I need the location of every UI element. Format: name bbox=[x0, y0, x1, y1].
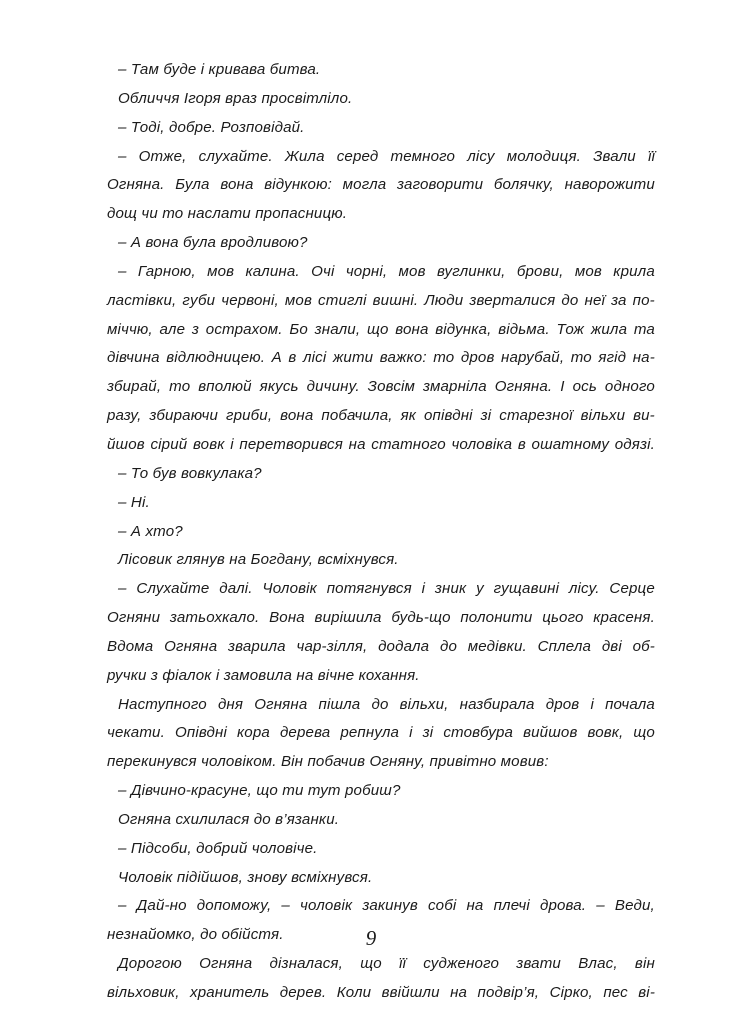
word: дня bbox=[217, 695, 244, 713]
word: неї bbox=[584, 291, 606, 309]
word: почала bbox=[605, 695, 655, 713]
word: заговорити bbox=[397, 176, 484, 194]
paragraph bbox=[107, 229, 655, 258]
word: з bbox=[191, 320, 200, 338]
word: Влас, bbox=[578, 955, 618, 973]
word: чекати. bbox=[107, 724, 165, 742]
word: Очі bbox=[311, 262, 335, 280]
word: він bbox=[634, 955, 655, 973]
word: до bbox=[439, 637, 457, 655]
word: ввійшли bbox=[381, 984, 440, 1001]
word: подвір’я, bbox=[477, 984, 540, 1001]
text-line bbox=[107, 171, 655, 200]
word: назбирала bbox=[459, 695, 535, 713]
paragraph bbox=[107, 114, 655, 143]
text-line bbox=[107, 719, 655, 748]
paragraph bbox=[107, 518, 655, 547]
text-line bbox=[107, 979, 655, 1008]
word: важко: bbox=[379, 349, 427, 367]
word: чар-зілля, bbox=[296, 637, 368, 655]
word: Слухайте bbox=[136, 580, 210, 598]
word: до bbox=[561, 291, 579, 309]
paragraph bbox=[107, 489, 655, 518]
word: у bbox=[476, 580, 484, 598]
word: чорні, bbox=[345, 262, 388, 280]
word: А bbox=[271, 349, 282, 367]
word: будь-що bbox=[391, 609, 451, 627]
text-line bbox=[107, 258, 655, 287]
word: Сірко, bbox=[549, 984, 593, 1001]
word: зі bbox=[422, 724, 434, 742]
paragraph bbox=[107, 950, 655, 1008]
word: додала bbox=[378, 637, 430, 655]
word: мов bbox=[574, 262, 602, 280]
text-line: Обличчя Ігоря враз просвітліло. bbox=[118, 89, 353, 107]
word: нарубай, bbox=[501, 349, 565, 367]
word: болячку, bbox=[493, 176, 554, 194]
word: Звали bbox=[593, 147, 636, 165]
text-line: ручки з фіалок і замовила на вічне кохання. bbox=[107, 666, 420, 684]
word: Веди, bbox=[614, 897, 655, 915]
word: гриби, bbox=[225, 407, 273, 425]
text-line bbox=[107, 143, 655, 172]
text-line: перекинувся чоловіком. Він побачив Огняну, привітно мовив: bbox=[107, 753, 549, 771]
word: дров bbox=[545, 695, 580, 713]
word: стиглі bbox=[318, 291, 367, 309]
word: допоможу, bbox=[196, 897, 272, 915]
word: і bbox=[409, 724, 413, 742]
word: Дай-но bbox=[136, 897, 187, 915]
paragraph bbox=[107, 460, 655, 489]
word: Опівдні bbox=[174, 724, 227, 742]
word: відлюдницею. bbox=[166, 349, 266, 367]
word: звати bbox=[516, 955, 561, 973]
word: затьохкало. bbox=[169, 609, 260, 627]
word: за bbox=[611, 291, 627, 309]
text-line: дощ чи то наслати пропасницю. bbox=[107, 205, 348, 223]
word: лісі bbox=[302, 349, 327, 367]
word: молодиця. bbox=[506, 147, 582, 165]
word: Дорогою bbox=[118, 955, 182, 973]
word: чоловіка bbox=[451, 435, 513, 453]
word: слухайте. bbox=[198, 147, 273, 165]
word: І bbox=[560, 378, 565, 396]
text-line bbox=[107, 287, 655, 316]
word: острахом. bbox=[205, 320, 283, 338]
word: собі bbox=[427, 897, 457, 915]
word: Огняна bbox=[254, 695, 308, 713]
word: в bbox=[517, 435, 526, 453]
word: вільховик, bbox=[107, 984, 180, 1001]
word: та bbox=[633, 320, 655, 338]
word: – bbox=[118, 262, 127, 280]
word: вовк, bbox=[587, 724, 624, 742]
paragraph bbox=[107, 258, 655, 460]
word: Огняна bbox=[164, 637, 218, 655]
paragraph bbox=[107, 575, 655, 690]
word: вільхи bbox=[580, 407, 626, 425]
word: калина. bbox=[245, 262, 300, 280]
word: до bbox=[371, 695, 389, 713]
word: червоні, bbox=[221, 291, 279, 309]
paragraph bbox=[107, 691, 655, 778]
text-line: – Підсоби, добрий чоловіче. bbox=[118, 839, 318, 857]
word: красеня. bbox=[593, 609, 655, 627]
page-number: 9 bbox=[365, 926, 377, 950]
word: Жила bbox=[284, 147, 325, 165]
word: відьма. bbox=[498, 320, 550, 338]
word: Наступного bbox=[118, 695, 207, 713]
word: мов bbox=[207, 262, 235, 280]
word: Вдома bbox=[107, 637, 154, 655]
word: далі. bbox=[219, 580, 253, 598]
text-line bbox=[107, 373, 655, 402]
word: Серце bbox=[609, 580, 655, 598]
word: ось bbox=[572, 378, 597, 396]
text-line: – А вона була вродливою? bbox=[118, 234, 308, 252]
text-line: – Дівчино-красуне, що ти тут робиш? bbox=[118, 782, 401, 800]
word: то bbox=[169, 378, 191, 396]
word: хранитель bbox=[190, 984, 270, 1001]
word: дерева bbox=[279, 724, 331, 742]
word: закинув bbox=[362, 897, 418, 915]
text-line: незнайомко, до обійстя. bbox=[107, 926, 284, 944]
text-line bbox=[107, 344, 655, 373]
text-line bbox=[107, 691, 655, 720]
word: – bbox=[118, 897, 127, 915]
word: – bbox=[118, 580, 127, 598]
paragraph bbox=[107, 143, 655, 230]
text-line bbox=[107, 431, 655, 460]
word: і bbox=[421, 580, 426, 598]
text-line: – Там буде і кривава битва. bbox=[118, 61, 321, 78]
word: – bbox=[596, 897, 605, 915]
word: стовбура bbox=[443, 724, 514, 742]
word: побачила, bbox=[321, 407, 393, 425]
text-line: – А хто? bbox=[118, 522, 183, 540]
text-line bbox=[107, 575, 655, 604]
word: разу, bbox=[107, 407, 142, 425]
word: Огняна. bbox=[107, 176, 165, 194]
word: по- bbox=[632, 291, 655, 309]
paragraph bbox=[107, 864, 655, 893]
word: вовк bbox=[192, 435, 225, 453]
word: Бо bbox=[289, 320, 308, 338]
word: одного bbox=[604, 378, 655, 396]
word: гущавині bbox=[493, 580, 560, 598]
word: вона bbox=[220, 176, 254, 194]
word: Коли bbox=[336, 984, 372, 1001]
word: судженого bbox=[423, 955, 500, 973]
text-line bbox=[107, 402, 655, 431]
word: її bbox=[399, 955, 407, 973]
word: губи bbox=[182, 291, 216, 309]
word: ві- bbox=[638, 984, 655, 1001]
word: зверталися bbox=[469, 291, 556, 309]
word: знали, bbox=[314, 320, 361, 338]
word: опівдні bbox=[424, 407, 473, 425]
page-text-body bbox=[107, 56, 655, 1008]
word: і bbox=[230, 435, 234, 453]
word: серед bbox=[336, 147, 379, 165]
text-line bbox=[107, 892, 655, 921]
word: вона bbox=[395, 320, 429, 338]
word: полонити bbox=[460, 609, 533, 627]
word: але bbox=[159, 320, 186, 338]
word: сірий bbox=[150, 435, 188, 453]
paragraph bbox=[107, 546, 655, 575]
paragraph bbox=[107, 85, 655, 114]
word: перетворився bbox=[239, 435, 343, 453]
word: ошатному bbox=[531, 435, 610, 453]
word: чоловік bbox=[300, 897, 353, 915]
word: якусь bbox=[259, 378, 299, 396]
word: в bbox=[288, 349, 297, 367]
word: Отже, bbox=[138, 147, 187, 165]
word: дичину. bbox=[306, 378, 360, 396]
word: дізналася, bbox=[269, 955, 343, 973]
text-line bbox=[107, 950, 655, 979]
word: що bbox=[360, 955, 382, 973]
word: відунка, bbox=[435, 320, 492, 338]
word: Огняна bbox=[199, 955, 253, 973]
word: збираючи bbox=[149, 407, 219, 425]
word: зник bbox=[434, 580, 467, 598]
word: наворожити bbox=[564, 176, 655, 194]
word: вільхи, bbox=[399, 695, 449, 713]
word: Огняна. bbox=[494, 378, 553, 396]
word: – bbox=[118, 147, 127, 165]
word: мов bbox=[398, 262, 426, 280]
word: – bbox=[281, 897, 290, 915]
word: то bbox=[433, 349, 455, 367]
word: то bbox=[570, 349, 592, 367]
word: Чоловік bbox=[262, 580, 317, 598]
word: медівки. bbox=[467, 637, 527, 655]
word: дерев. bbox=[279, 984, 327, 1001]
word: крила bbox=[613, 262, 655, 280]
word: пішла bbox=[318, 695, 361, 713]
word: старезної bbox=[499, 407, 573, 425]
word: статного bbox=[371, 435, 446, 453]
word: Сплела bbox=[537, 637, 592, 655]
text-line: – То був вовкулака? bbox=[118, 464, 262, 482]
word: жити bbox=[332, 349, 374, 367]
word: Вона bbox=[269, 609, 305, 627]
word: мов bbox=[284, 291, 312, 309]
word: кора bbox=[237, 724, 270, 742]
word: що bbox=[366, 320, 389, 338]
word: пес bbox=[603, 984, 628, 1001]
word: на bbox=[466, 897, 484, 915]
word: дрова. bbox=[539, 897, 587, 915]
word: лісу. bbox=[568, 580, 600, 598]
text-line bbox=[107, 604, 655, 633]
word: як bbox=[400, 407, 417, 425]
word: вона bbox=[280, 407, 314, 425]
word: зварила bbox=[228, 637, 286, 655]
word: брови, bbox=[516, 262, 564, 280]
word: цього bbox=[542, 609, 584, 627]
word: ви- bbox=[633, 407, 655, 425]
word: жила bbox=[590, 320, 628, 338]
word: дівчина bbox=[107, 349, 160, 367]
text-line: Огняна схилилася до в’язанки. bbox=[118, 810, 340, 828]
paragraph bbox=[107, 56, 655, 85]
text-line bbox=[107, 316, 655, 345]
word: Люди bbox=[424, 291, 464, 309]
text-line bbox=[107, 633, 655, 662]
word: змарніла bbox=[423, 378, 487, 396]
word: Тож bbox=[556, 320, 585, 338]
word: вирішила bbox=[314, 609, 382, 627]
word: і bbox=[590, 695, 594, 713]
word: Огняни bbox=[107, 609, 161, 627]
word: темного bbox=[390, 147, 456, 165]
word: ягід bbox=[598, 349, 627, 367]
word: вуглинки, bbox=[436, 262, 506, 280]
text-line: Лісовик глянув на Богдану, всміхнувся. bbox=[118, 551, 399, 569]
word: на- bbox=[632, 349, 655, 367]
word: відункою: bbox=[264, 176, 332, 194]
word: потягнувся bbox=[326, 580, 412, 598]
word: її bbox=[647, 147, 655, 165]
text-line: – Ні. bbox=[118, 493, 150, 511]
word: Була bbox=[175, 176, 210, 194]
word: міччю, bbox=[107, 320, 153, 338]
word: вийшов bbox=[523, 724, 578, 742]
text-line: Чоловік підійшов, знову всміхнувся. bbox=[118, 868, 373, 886]
word: об- bbox=[632, 637, 655, 655]
word: одязі. bbox=[614, 435, 655, 453]
word: Зовсім bbox=[367, 378, 416, 396]
word: Гарною, bbox=[137, 262, 196, 280]
word: вполюй bbox=[198, 378, 252, 396]
word: на bbox=[348, 435, 366, 453]
paragraph bbox=[107, 835, 655, 864]
word: дров bbox=[460, 349, 495, 367]
word: лісу bbox=[467, 147, 495, 165]
text-line: – Тоді, добре. Розповідай. bbox=[118, 118, 305, 136]
word: збирай, bbox=[107, 378, 162, 396]
word: могла bbox=[342, 176, 387, 194]
word: зі bbox=[480, 407, 492, 425]
paragraph bbox=[107, 806, 655, 835]
word: вишні. bbox=[372, 291, 419, 309]
paragraph bbox=[107, 777, 655, 806]
word: йшов bbox=[107, 435, 145, 453]
word: дві bbox=[601, 637, 622, 655]
word: репнула bbox=[340, 724, 400, 742]
word: на bbox=[450, 984, 468, 1001]
word: що bbox=[633, 724, 655, 742]
word: ластівки, bbox=[107, 291, 177, 309]
word: плечі bbox=[493, 897, 530, 915]
